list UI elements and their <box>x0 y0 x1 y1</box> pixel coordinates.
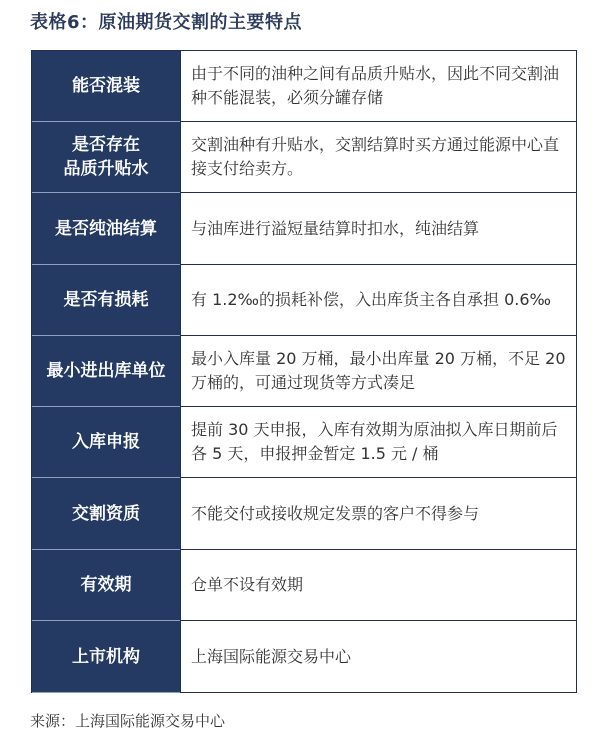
row-content: 不能交付或接收规定发票的客户不得参与 <box>180 478 576 549</box>
features-table <box>31 50 577 693</box>
row-content: 最小入库量 20 万桶，最小出库量 20 万桶，不足 20 万桶的，可通过现货等方式凑足 <box>180 336 576 406</box>
table-row <box>32 122 576 193</box>
table-row <box>32 550 576 621</box>
row-header: 是否有损耗 <box>32 265 180 336</box>
row-content: 与油库进行溢短量结算时扣水，纯油结算 <box>180 193 576 264</box>
row-header: 有效期 <box>32 550 180 621</box>
row-content: 上海国际能源交易中心 <box>180 621 576 692</box>
row-content: 有 1.2‰的损耗补偿，入出库货主各自承担 0.6‰ <box>180 265 576 335</box>
table-row <box>32 478 576 550</box>
row-header: 是否纯油结算 <box>32 193 180 265</box>
row-header: 是否存在 品质升贴水 <box>32 122 180 193</box>
table-row <box>32 621 576 693</box>
source-note: 来源：上海国际能源交易中心 <box>30 712 226 730</box>
table-row <box>32 407 576 478</box>
table-row <box>32 51 576 122</box>
table-row <box>32 193 576 265</box>
row-header: 能否混装 <box>32 51 180 122</box>
row-header: 上市机构 <box>32 621 180 693</box>
table-title: 表格6：原油期货交割的主要特点 <box>30 12 303 33</box>
row-content: 仓单不设有效期 <box>180 550 576 620</box>
table-row <box>32 336 576 407</box>
row-content: 由于不同的油种之间有品质升贴水，因此不同交割油种不能混装，必须分罐存储 <box>180 51 576 121</box>
row-header: 最小进出库单位 <box>32 336 180 407</box>
table-row <box>32 265 576 336</box>
row-content: 交割油种有升贴水，交割结算时买方通过能源中心直接支付给卖方。 <box>180 122 576 192</box>
row-header: 入库申报 <box>32 407 180 478</box>
row-header: 交割资质 <box>32 478 180 550</box>
row-content: 提前 30 天申报，入库有效期为原油拟入库日期前后各 5 天，申报押金暂定 1.5 元 / 桶 <box>180 407 576 477</box>
